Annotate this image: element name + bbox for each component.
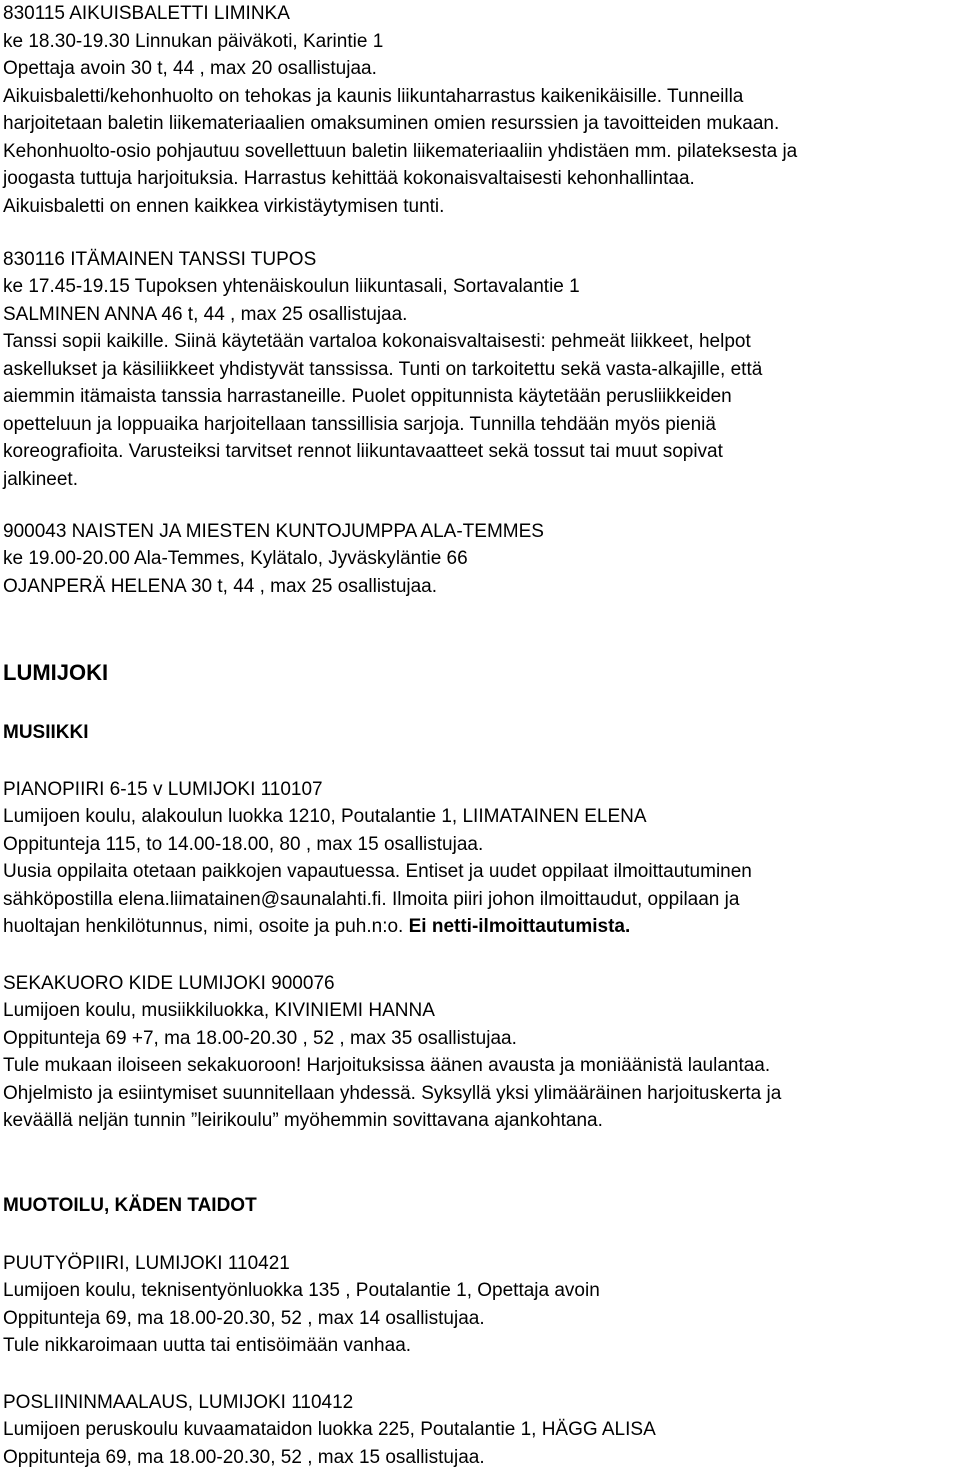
course-description-line: Ohjelmisto ja esiintymiset suunnitellaan yhdessä. Syksyllä yksi ylimääräinen harjoituskerta ja — [3, 1083, 782, 1104]
course-time: ke 19.00-20.00 Ala-Temmes, Kylätalo, Jyväskyläntie 66 — [3, 548, 468, 569]
course-description-line: sähköpostilla elena.liimatainen@saunalahti.fi. Ilmoita piiri johon ilmoittaudut, oppilaan ja — [3, 889, 740, 910]
course-title: POSLIININMAALAUS, LUMIJOKI 110412 — [3, 1392, 354, 1413]
course-description-line: koreografioita. Varusteiksi tarvitset rennot liikuntavaatteet sekä tossut tai muut sopivat — [3, 441, 723, 462]
course-description-line: keväällä neljän tunnin ”leirikoulu” myöhemmin sovittavana ajankohtana. — [3, 1110, 603, 1131]
course-description-line: Aikuisbaletti/kehonhuolto on tehokas ja kaunis liikuntaharrastus kaikenikäisille. Tunneilla — [3, 86, 744, 107]
course-description-line: joogasta tuttuja harjoituksia. Harrastus kehittää kokonaisvaltaisesti kehonhallintaa. — [3, 168, 695, 189]
course-description-line: aiemmin itämaista tanssia harrastaneille. Puolet oppitunnista käytetään perusliikkeiden — [3, 386, 732, 407]
course-description-line: Tule mukaan iloiseen sekakuoroon! Harjoituksissa äänen avausta ja moniäänistä laulantaa. — [3, 1055, 771, 1076]
course-title: SEKAKUORO KIDE LUMIJOKI 900076 — [3, 973, 335, 994]
course-teacher: Opettaja avoin 30 t, 44 , max 20 osallistujaa. — [3, 58, 377, 79]
course-description-line: Tanssi sopii kaikille. Siinä käytetään vartaloa kokonaisvaltaisesti: pehmeät liikkeet, helpot — [3, 331, 751, 352]
section-heading-lumijoki: LUMIJOKI — [3, 660, 109, 685]
course-description-line: harjoitetaan baletin liikemateriaalien omaksuminen omien resurssien ja tavoitteiden mukaan. — [3, 113, 780, 134]
course-description-line: Kehonhuolto-osio pohjautuu sovellettuun baletin liikemateriaaliin yhdistäen mm. pilateksesta ja — [3, 141, 798, 162]
course-title: 830115 AIKUISBALETTI LIMINKA — [3, 3, 290, 24]
course-lessons: Oppitunteja 115, to 14.00-18.00, 80 , max 15 osallistujaa. — [3, 834, 484, 855]
course-description-line: opetteluun ja loppuaika harjoitellaan tanssillisia sarjoja. Tunnilla tehdään myös pieniä — [3, 414, 716, 435]
course-title: 900043 NAISTEN JA MIESTEN KUNTOJUMPPA ALA-TEMMES — [3, 521, 544, 542]
course-place: Lumijoen koulu, teknisentyönluokka 135 , Poutalantie 1, Opettaja avoin — [3, 1280, 600, 1301]
course-teacher: SALMINEN ANNA 46 t, 44 , max 25 osallistujaa. — [3, 304, 408, 325]
course-description-line — [3, 913, 630, 940]
course-description-line: Tule nikkaroimaan uutta tai entisöimään vanhaa. — [3, 1335, 412, 1356]
no-online-registration-note: Ei netti-ilmoittautumista. — [408, 916, 631, 937]
subsection-heading-musiikki: MUSIIKKI — [3, 722, 89, 743]
course-lessons: Oppitunteja 69, ma 18.00-20.30, 52 , max 15 osallistujaa. — [3, 1447, 485, 1468]
course-description-line: askellukset ja käsiliikkeet yhdistyvät tanssissa. Tunti on tarkoitettu sekä vasta-alkajille, että — [3, 359, 763, 380]
course-time: ke 18.30-19.30 Linnukan päiväkoti, Karintie 1 — [3, 31, 384, 52]
course-description-line: jalkineet. — [3, 469, 78, 490]
course-place: Lumijoen peruskoulu kuvaamataidon luokka 225, Poutalantie 1, HÄGG ALISA — [3, 1419, 656, 1440]
course-teacher: OJANPERÄ HELENA 30 t, 44 , max 25 osallistujaa. — [3, 576, 438, 597]
course-lessons: Oppitunteja 69 +7, ma 18.00-20.30 , 52 , max 35 osallistujaa. — [3, 1028, 517, 1049]
course-place: Lumijoen koulu, musiikkiluokka, KIVINIEMI HANNA — [3, 1000, 435, 1021]
course-title: PUUTYÖPIIRI, LUMIJOKI 110421 — [3, 1253, 290, 1274]
course-description-line: Uusia oppilaita otetaan paikkojen vapautuessa. Entiset ja uudet oppilaat ilmoittautuminen — [3, 861, 752, 882]
course-time: ke 17.45-19.15 Tupoksen yhtenäiskoulun liikuntasali, Sortavalantie 1 — [3, 276, 580, 297]
course-place: Lumijoen koulu, alakoulun luokka 1210, Poutalantie 1, LIIMATAINEN ELENA — [3, 806, 647, 827]
course-lessons: Oppitunteja 69, ma 18.00-20.30, 52 , max 14 osallistujaa. — [3, 1308, 485, 1329]
description-text: huoltajan henkilötunnus, nimi, osoite ja puh.n:o. — [3, 916, 409, 937]
course-title: 830116 ITÄMAINEN TANSSI TUPOS — [3, 249, 317, 270]
course-title: PIANOPIIRI 6-15 v LUMIJOKI 110107 — [3, 779, 323, 800]
course-description-line: Aikuisbaletti on ennen kaikkea virkistäytymisen tunti. — [3, 196, 445, 217]
subsection-heading-muotoilu: MUOTOILU, KÄDEN TAIDOT — [3, 1195, 257, 1216]
